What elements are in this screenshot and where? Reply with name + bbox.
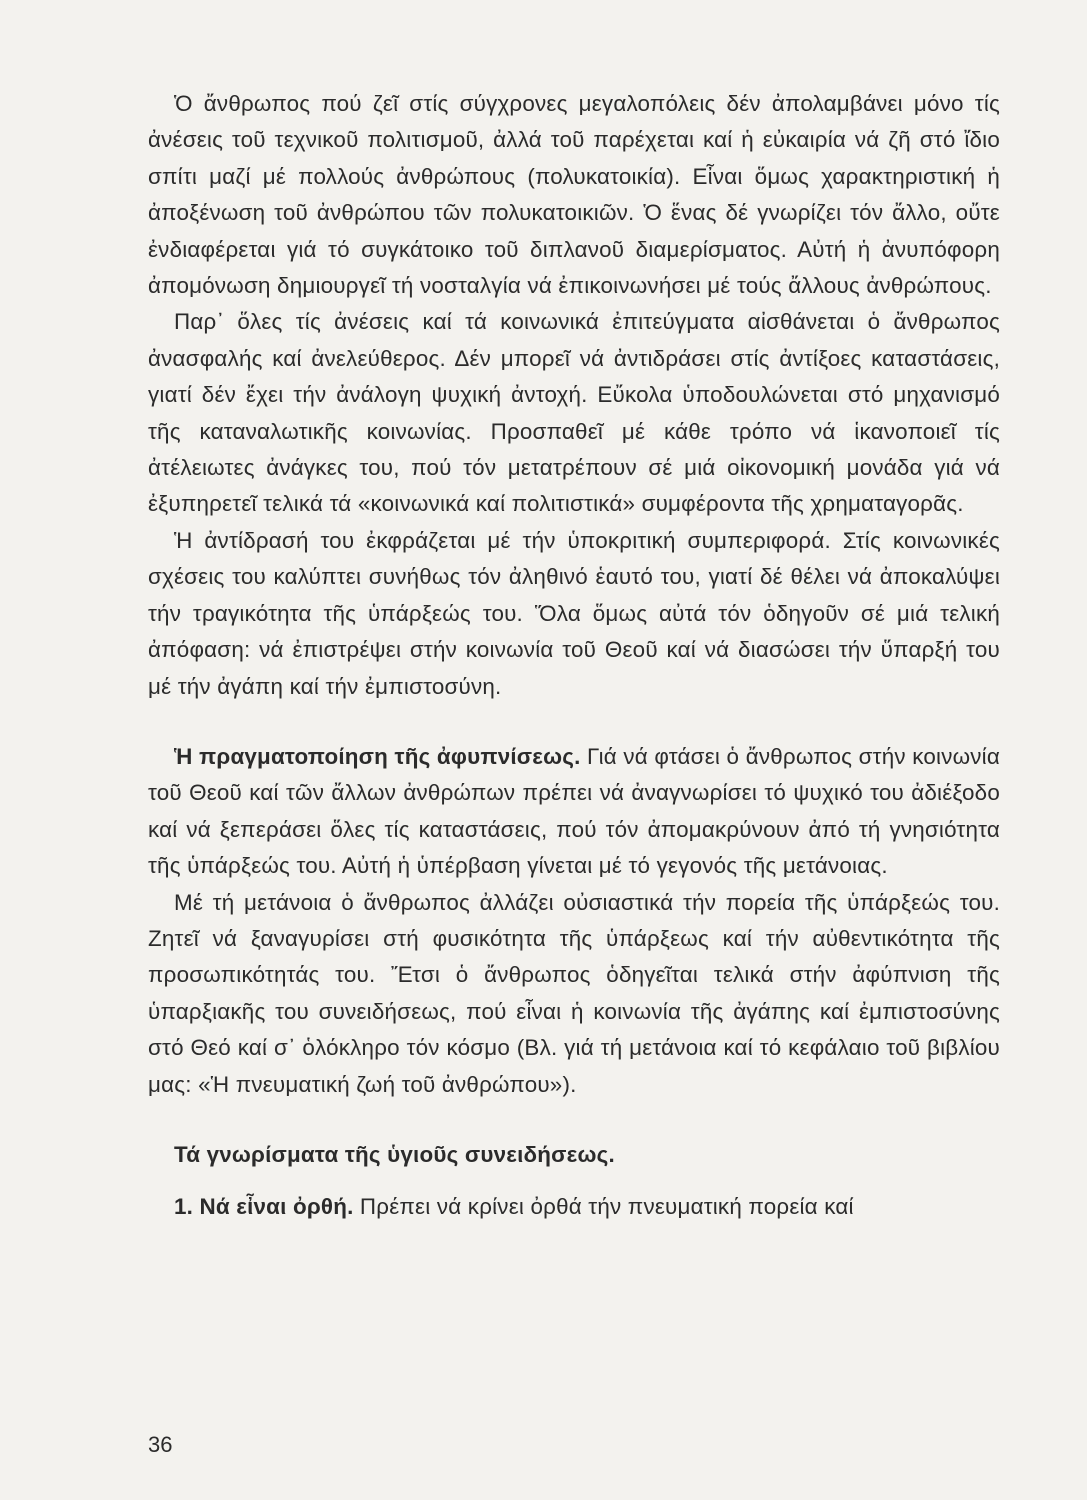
page-number: 36: [148, 1432, 173, 1457]
numbered-item-1: 1. Νά εἶναι ὀρθή. Πρέπει νά κρίνει ὀρθά τήν πνευματική πορεία καί: [174, 1194, 854, 1220]
paragraph-3: Ἡ ἀντίδρασή του ἐκφράζεται μέ τήν ὑποκριτική συμπεριφορά. Στίς κοινωνικές σχέσεις του καλύπτει συνήθως τόν ἀληθινό ἑαυτό του, γιατί δέ θέλει νά ἀποκαλύψει τήν τραγικότητα τῆς ὑπάρξεώς του. Ὅλα ὅμως αὐτά τόν ὁδηγοῦν σέ μιά τελική ἀπόφαση: νά ἐπιστρέψει στήν κοινωνία τοῦ Θεοῦ καί νά διασώσει τήν ὕπαρξή του μέ τήν ἀγάπη καί τήν ἐμπιστοσύνη.: [148, 527, 1000, 699]
section-heading-awakening: Ἡ πραγματοποίηση τῆς ἀφυπνίσεως.: [174, 743, 581, 769]
paragraph-1: Ὁ ἄνθρωπος πού ζεῖ στίς σύγχρονες μεγαλοπόλεις δέν ἀπολαμβάνει μόνο τίς ἀνέσεις τοῦ τεχνικοῦ πολιτισμοῦ, ἀλλά τοῦ παρέχεται καί ἡ εὐκαιρία νά ζῆ στό ἴδιο σπίτι μαζί μέ πολλούς ἀνθρώπους (πολυκατοικία). Εἶναι ὅμως χαρακτηριστική ἡ ἀποξένωση τοῦ ἀνθρώπου τῶν πολυκατοικιῶν. Ὁ ἕνας δέ γνωρίζει τόν ἄλλο, οὔτε ἐνδιαφέρεται γιά τό συγκάτοικο τοῦ διπλανοῦ διαμερίσματος. Αὐτή ἡ ἀνυπόφορη ἀπομόνωση δημιουργεῖ τή νοσταλγία νά ἐπικοινωνήσει μέ τούς ἄλλους ἀνθρώπους.: [148, 91, 1000, 299]
item-1-heading: 1. Νά εἶναι ὀρθή.: [174, 1194, 354, 1220]
paragraph-2: Παρ᾽ ὅλες τίς ἀνέσεις καί τά κοινωνικά ἐπιτεύγματα αἰσθάνεται ὁ ἄνθρωπος ἀνασφαλής καί ἀνελεύθερος. Δέν μπορεῖ νά ἀντιδράσει στίς ἀντίξοες καταστάσεις, γιατί δέν ἔχει τήν ἀνάλογη ψυχική ἀντοχή. Εὔκολα ὑποδουλώνεται στό μηχανισμό τῆς καταναλωτικῆς κοινωνίας. Προσπαθεῖ μέ κάθε τρόπο νά ἱκανοποιεῖ τίς ἀτέλειωτες ἀνάγκες του, πού τόν μετατρέπουν σέ μιά οἰκονομική μονάδα γιά νά ἐξυπηρετεῖ τελικά τά «κοινωνικά καί πολιτιστικά» συμφέροντα τῆς χρηματαγορᾶς.: [148, 309, 1000, 517]
paragraph-repentance: Μέ τή μετάνοια ὁ ἄνθρωπος ἀλλάζει οὐσιαστικά τήν πορεία τῆς ὑπάρξεώς του. Ζητεῖ νά ξαναγυρίσει στή φυσικότητα τῆς ὑπάρξεως καί τήν αὐθεντικότητα τῆς προσωπικότητάς του. Ἔτσι ὁ ἄνθρωπος ὁδηγεῖται τελικά στήν ἀφύπνιση τῆς ὑπαρξιακῆς του συνειδήσεως, πού εἶναι ἡ κοινωνία τῆς ἀγάπης καί ἐμπιστοσύνης στό Θεό καί σ᾽ ὁλόκληρο τόν κόσμο (Βλ. γιά τή μετάνοια καί τό κεφάλαιο τοῦ βιβλίου μας: «Ἡ πνευματική ζωή τοῦ ἀνθρώπου»).: [148, 889, 1000, 1097]
paragraph-awakening: Ἡ πραγματοποίηση τῆς ἀφυπνίσεως. Γιά νά φτάσει ὁ ἄνθρωπος στήν κοινωνία τοῦ Θεοῦ καί τῶν ἄλλων ἀνθρώπων πρέπει νά ἀναγνωρίσει τό ψυχικό του ἀδιέξοδο καί νά ξεπεράσει ὅλες τίς καταστάσεις, πού τόν ἀπομακρύνουν ἀπό τή γνησιότητα τῆς ὑπάρξεώς του. Αὐτή ἡ ὑπέρβαση γίνεται μέ τό γεγονός τῆς μετάνοιας.: [148, 743, 1001, 879]
body-text: [148, 86, 1000, 1226]
section-heading-traits: Τά γνωρίσματα τῆς ὑγιοῦς συνειδήσεως.: [174, 1141, 615, 1167]
